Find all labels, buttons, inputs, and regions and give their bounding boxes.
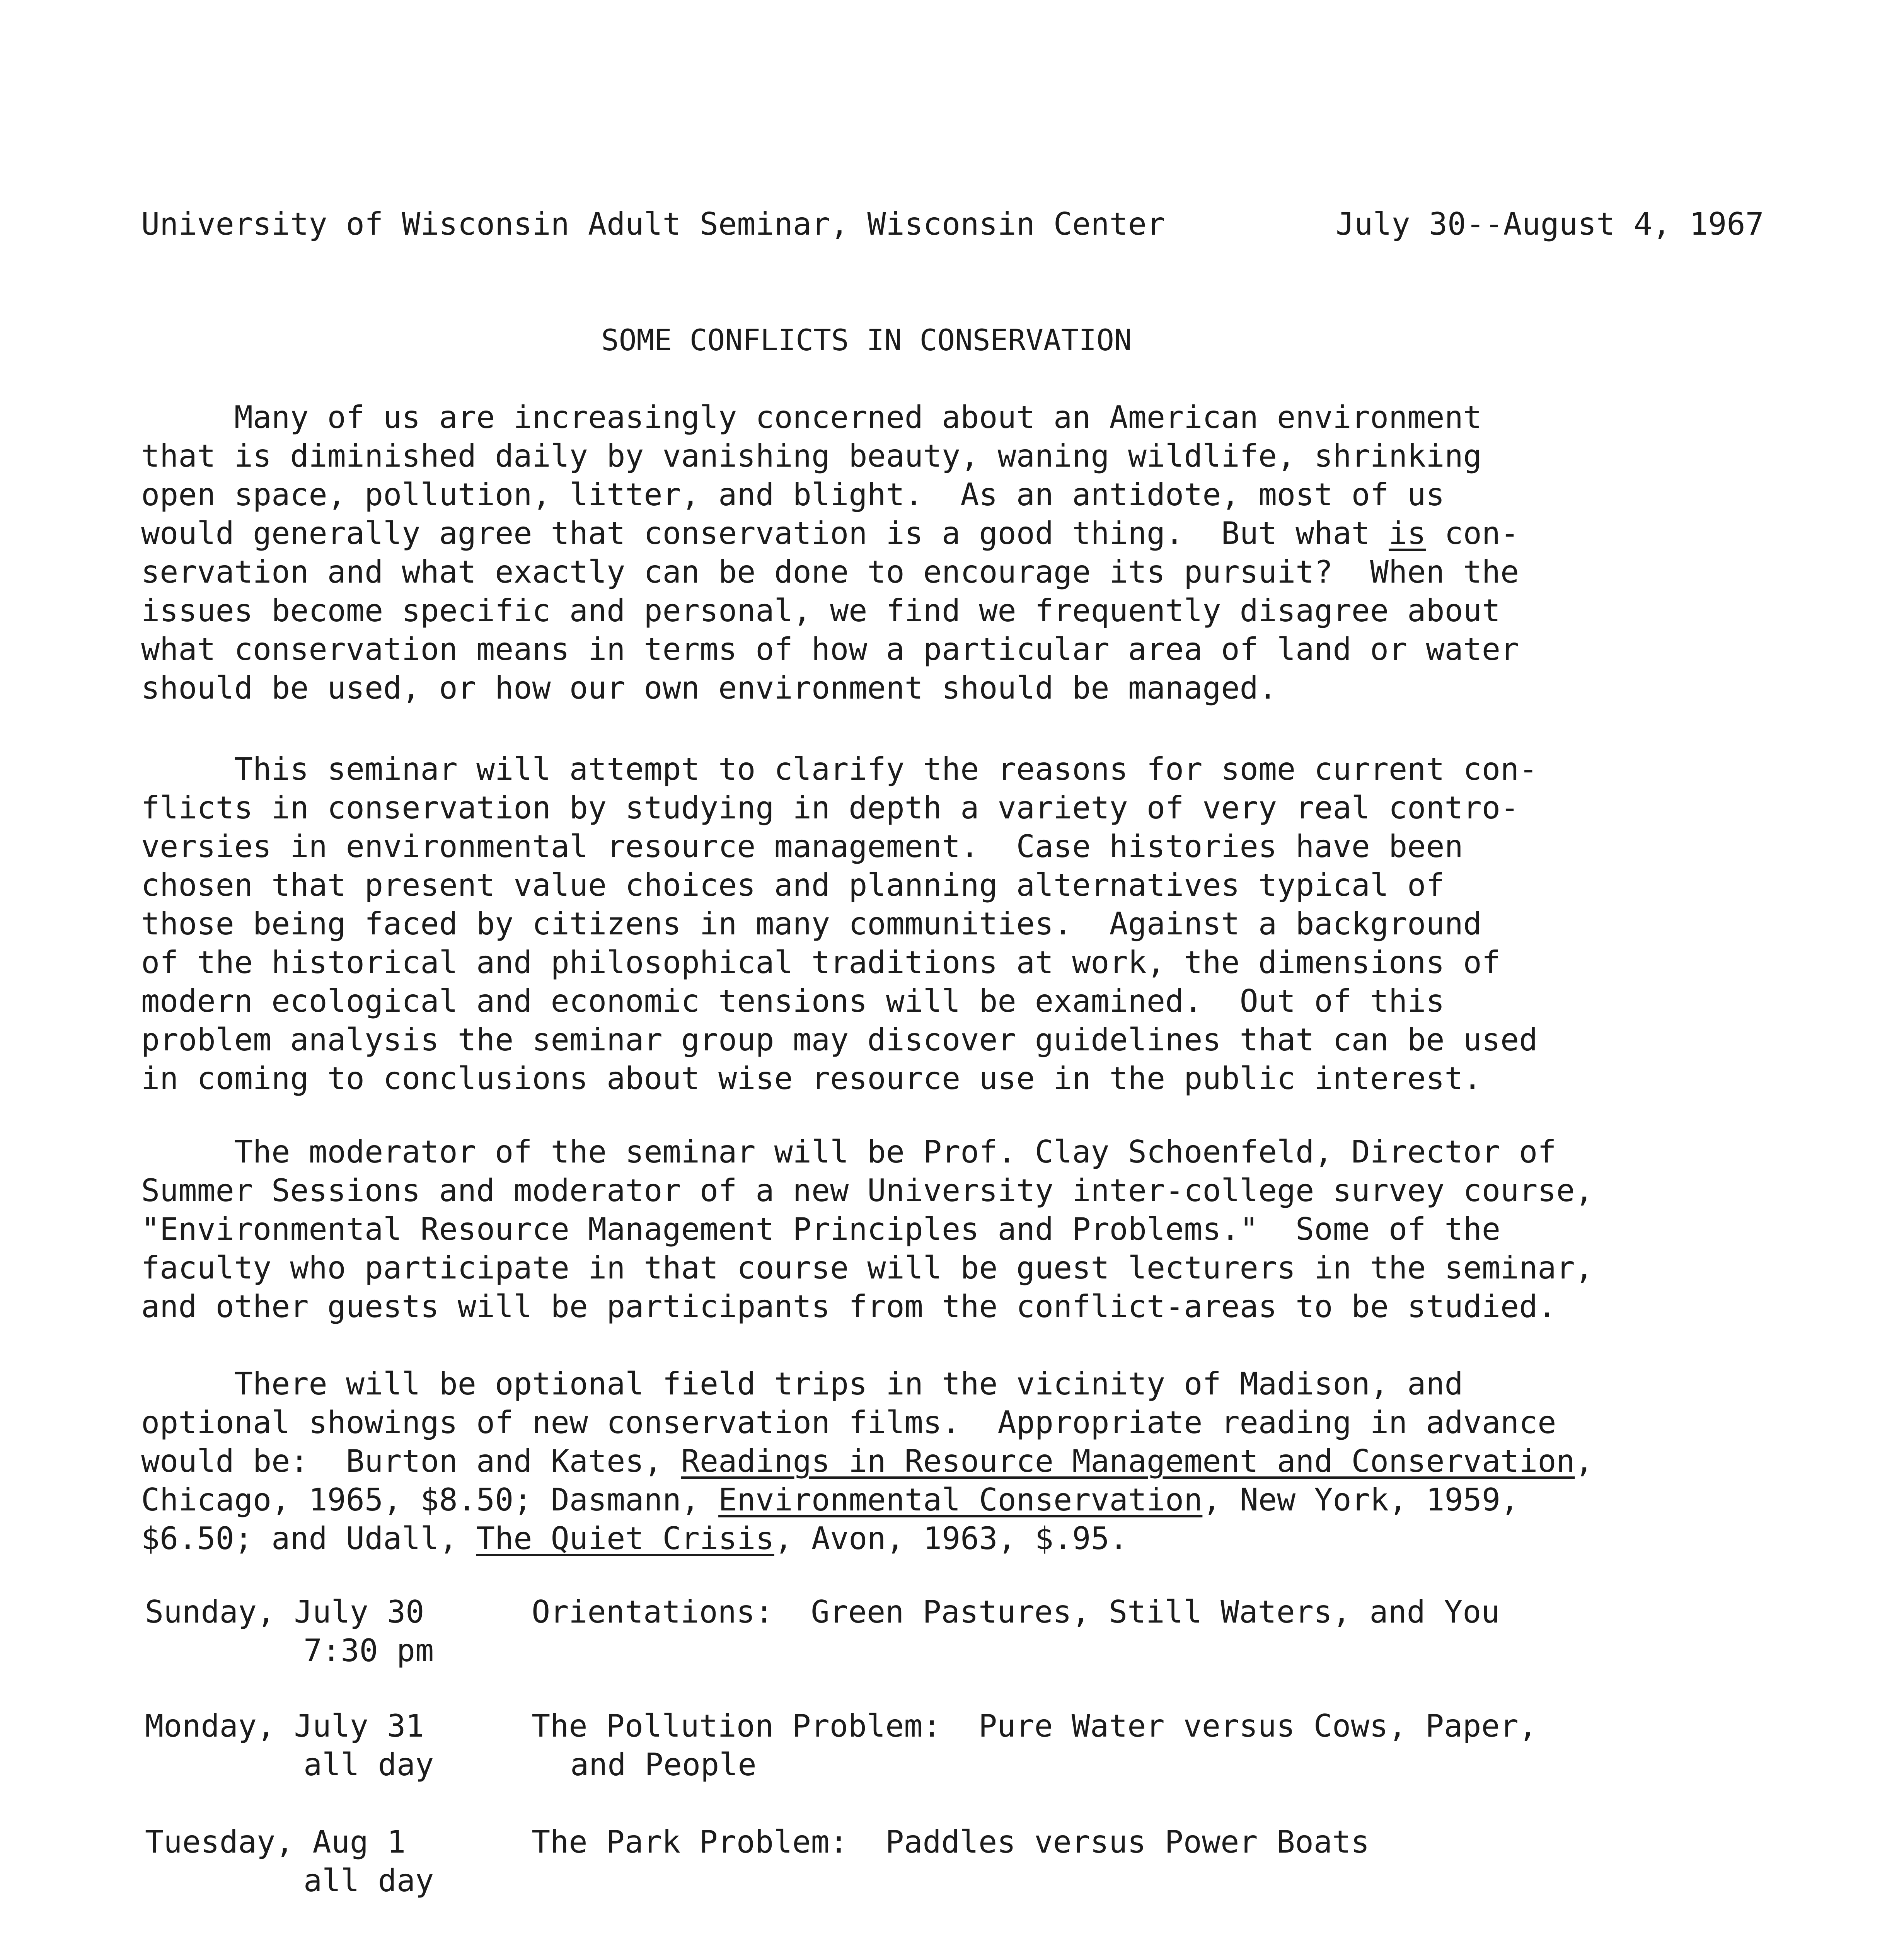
text-line: servation and what exactly can be done to encourage its pursuit? When the: [141, 554, 1519, 590]
schedule-day: Monday, July 31: [145, 1708, 424, 1744]
text-line: would be: Burton and Kates, Readings in Resource Management and Conservation,: [141, 1443, 1594, 1479]
schedule-time: 7:30 pm: [303, 1633, 434, 1669]
book-title-readings: Readings in Resource Management and Conservation: [681, 1443, 1575, 1479]
schedule-time: all day: [303, 1747, 434, 1783]
text-line: The moderator of the seminar will be Prof. Clay Schoenfeld, Director of: [141, 1134, 1556, 1170]
text-line: faculty who participate in that course will be guest lecturers in the seminar,: [141, 1250, 1594, 1286]
text-line: Summer Sessions and moderator of a new University inter-college survey course,: [141, 1173, 1594, 1209]
text-line: should be used, or how our own environment should be managed.: [141, 670, 1277, 706]
text-line: problem analysis the seminar group may discover guidelines that can be used: [141, 1022, 1538, 1058]
book-title-quiet-crisis: The Quiet Crisis: [476, 1520, 774, 1556]
text-line: and other guests will be participants from the conflict-areas to be studied.: [141, 1289, 1556, 1324]
schedule-topic: The Pollution Problem: Pure Water versus Cows, Paper,: [532, 1708, 1537, 1744]
text-line: "Environmental Resource Management Principles and Problems." Some of the: [141, 1211, 1500, 1247]
schedule-topic: Orientations: Green Pastures, Still Waters, and You: [532, 1594, 1500, 1630]
schedule-topic: The Park Problem: Paddles versus Power Boats: [532, 1824, 1370, 1860]
schedule-entry: [0, 1823, 1370, 1933]
text-line: $6.50; and Udall, The Quiet Crisis, Avon, 1963, $.95.: [141, 1520, 1128, 1556]
text-line: in coming to conclusions about wise resource use in the public interest.: [141, 1060, 1482, 1096]
document-title: SOME CONFLICTS IN CONSERVATION: [601, 323, 1132, 357]
paragraph-intro: [141, 398, 1765, 707]
text-line: issues become specific and personal, we find we frequently disagree about: [141, 593, 1500, 629]
schedule-day: Tuesday, Aug 1: [145, 1824, 406, 1860]
text-line: what conservation means in terms of how a particular area of land or water: [141, 631, 1519, 667]
paragraph-seminar-purpose: [141, 750, 1765, 1098]
text-line: Chicago, 1965, $8.50; Dasmann, Environmental Conservation, New York, 1959,: [141, 1482, 1519, 1518]
text-line: optional showings of new conservation films. Appropriate reading in advance: [141, 1405, 1556, 1440]
paragraph-field-trips-reading: [141, 1365, 1765, 1558]
schedule-topic-continued: and People: [570, 1747, 757, 1783]
schedule-day: Sunday, July 30: [145, 1594, 424, 1630]
text-line: chosen that present value choices and planning alternatives typical of: [141, 867, 1445, 903]
paragraph-moderator: [141, 1133, 1765, 1326]
text-line: that is diminished daily by vanishing beauty, waning wildlife, shrinking: [141, 438, 1482, 474]
text-line: versies in environmental resource management. Case histories have been: [141, 828, 1463, 864]
header-dates: July 30--August 4, 1967: [1336, 206, 1764, 242]
text-line: There will be optional field trips in the vicinity of Madison, and: [141, 1366, 1463, 1402]
header-institution: University of Wisconsin Adult Seminar, Wisconsin Center: [141, 206, 1166, 242]
text-line: those being faced by citizens in many communities. Against a background: [141, 906, 1482, 942]
text-line: open space, pollution, litter, and blight. As an antidote, most of us: [141, 477, 1445, 513]
schedule-time: all day: [303, 1863, 434, 1899]
book-title-environmental-conservation: Environmental Conservation: [718, 1482, 1203, 1518]
underlined-is: is: [1389, 515, 1426, 551]
text-line: flicts in conservation by studying in depth a variety of very real contro-: [141, 790, 1519, 826]
text-line: of the historical and philosophical traditions at work, the dimensions of: [141, 944, 1500, 980]
text-line: would generally agree that conservation is a good thing. But what is con-: [141, 515, 1519, 551]
text-line: This seminar will attempt to clarify the reasons for some current con-: [141, 751, 1538, 787]
text-line: modern ecological and economic tensions will be examined. Out of this: [141, 983, 1445, 1019]
text-line: Many of us are increasingly concerned about an American environment: [141, 399, 1482, 435]
